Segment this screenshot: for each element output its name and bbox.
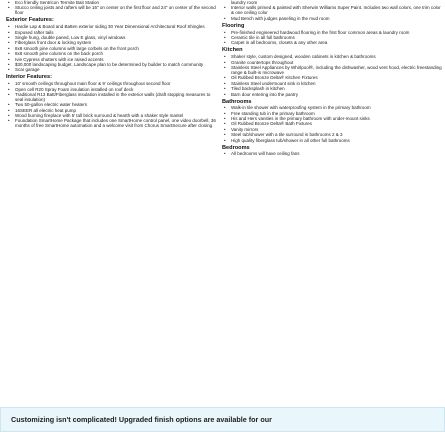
section-title-exterior: Exterior Features:: [6, 17, 54, 24]
list-item: • Vanity mirrors: [222, 127, 442, 132]
list-item: • High quality fiberglass tub/shower in all other full bathrooms: [222, 138, 442, 143]
exterior-features-list: [6, 24, 216, 72]
section-title-bathrooms: Bathrooms: [222, 98, 252, 105]
section-title-flooring: Flooring: [222, 22, 245, 29]
list-item: • Tiled backsplash in kitchen: [222, 86, 442, 91]
list-item: • Single hung, double paned, Low E glass, vinyl windows: [6, 35, 216, 40]
right-column: [222, 0, 442, 157]
list-item: • Interior walls primed & painted with Sherwin Williams Super Paint. Includes two wall colors, one trim color & one ceiling color: [222, 5, 442, 15]
list-item: • Foundation SmartHome Package that includes one SmartHome control panel, one video doorbell, 36 months of free SmartHome automation and a welcome visit from Chorus SmartSecure after closing: [6, 118, 216, 128]
list-item: • Mud Bench with judges paneling in the mud room: [222, 16, 442, 21]
list-item: • Open cell R20 Spray Foam insulation installed on roof deck: [6, 87, 216, 92]
section-title-kitchen: Kitchen: [222, 47, 243, 54]
list-item: • Hardie Lap & Board and Batten exterior siding 30 Year Dimensional Architectural Roof Shingles: [6, 24, 216, 29]
list-item: • 8x8 smooth pine columns with large corbels on the front porch: [6, 46, 216, 51]
interior-features-list: [6, 81, 216, 128]
list-item: • Fiberglass front door & locking system: [6, 40, 216, 45]
left-column: [6, 0, 216, 129]
list-item: • Barn door entering into the pantry: [222, 92, 442, 97]
left-top-list: [6, 0, 216, 15]
list-item: • Ivie Cypress shutters with ice raised accents: [6, 57, 216, 62]
list-item: • Wood burning fireplace with 5' tall brick surround & hearth with a shaker style mantel: [6, 113, 216, 118]
list-item: • Carpet in all bedrooms, closets & any other area: [222, 40, 442, 45]
kitchen-list: [222, 54, 442, 96]
list-item: • 8x8 smooth pine columns on the back porch: [6, 51, 216, 56]
list-item: • Stainless Steel Appliances by Whirlpool®, including the dishwasher, wood vent hood, electric freestanding range & built-in microwave: [222, 65, 442, 75]
bedrooms-list: [222, 151, 442, 156]
list-item: • Stucco ceiling joists and rafters will be 16" on center on the first floor and 24" on center of the second floor: [6, 5, 216, 15]
list-item: • Two 50-gallon electric water heaters: [6, 102, 216, 107]
right-top-list: [222, 0, 442, 21]
section-title-interior: Interior Features:: [6, 74, 53, 81]
list-item: • 16SEER all electric heat pump: [6, 108, 216, 113]
list-item: laundry room: [231, 0, 258, 5]
flooring-list: [222, 30, 442, 46]
list-item: • Ceramic tile in all full bathrooms: [222, 35, 442, 40]
list-item: • $30,000 landscaping budget. Landscape plan to be determined by builder to match community: [6, 62, 216, 67]
customizing-banner: [0, 407, 445, 432]
list-item: • Exposed rafter tails: [6, 30, 216, 35]
list-item: • All bedrooms will have ceiling fans: [222, 151, 442, 156]
list-item: • Traditional R13 Batt/Fiberglass insulation installed in the exterior walls (draft stopping measures to seal insulation): [6, 92, 216, 102]
list-item: • Free standing tub in the primary bathroom: [222, 111, 442, 116]
list-item: • Oil Rubbed Bronze Delta® Kitchen Fixtures: [222, 75, 442, 80]
list-item: • Shaker style, custom designed, wooden cabinets in kitchen & bathrooms: [222, 54, 442, 59]
list-item: • His and Hers vanities in the primary bathroom with under-mount sinks: [222, 116, 442, 121]
section-title-bedrooms: Bedrooms: [222, 144, 250, 151]
list-item: • Pre-finished engineered hardwood flooring in the first floor common areas & laundry room: [222, 30, 442, 35]
list-item: • Granite countertops throughout: [222, 60, 442, 65]
list-item: • 10' smooth ceilings throughout main floor & 9' ceilings throughout second floor: [6, 81, 216, 86]
list-item: • Steel tub/shower with a tile surround in bathrooms 2 & 3: [222, 132, 442, 137]
bathrooms-list: [222, 105, 442, 142]
list-item: • Walk-in tile shower with waterproofing system in the primary bathroom: [222, 105, 442, 110]
banner-text: Customizing isn't complicated! Upgraded finish options are available for our: [11, 415, 272, 424]
list-item: • Stainless Steel undermount sink in kitchen: [222, 81, 442, 86]
list-item: • Scar garage: [6, 67, 216, 72]
list-item: • Oil Rubbed Bronze Delta® Bath Fixtures: [222, 121, 442, 126]
list-item: • Eco friendly Sentricon Termite Bait Station: [6, 0, 216, 5]
